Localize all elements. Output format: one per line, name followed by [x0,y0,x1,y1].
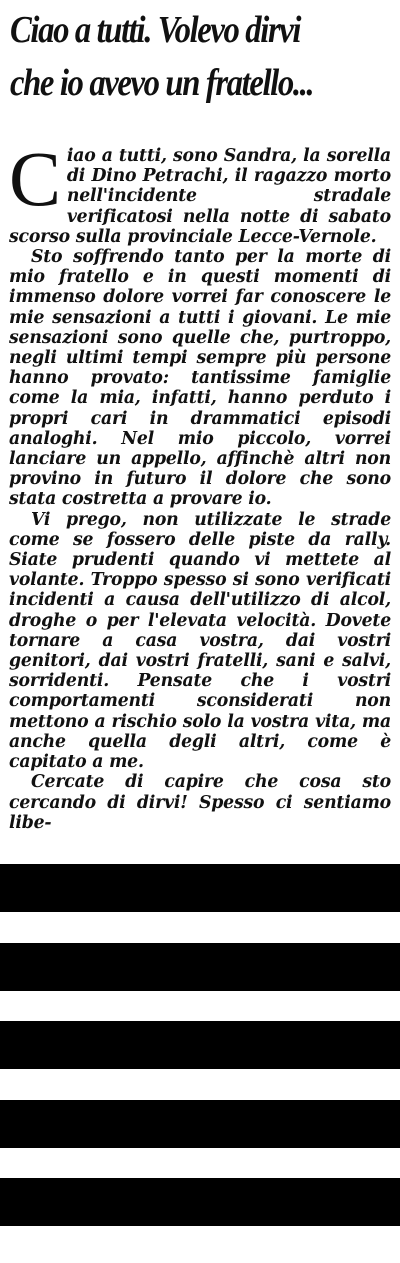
headline-line-2: che io avevo un fratello... [10,62,314,104]
paragraph-2: Sto soffrendo tanto per la morte di mio fratello e in questi momenti di immenso dolore vorrei far conoscere le mie sensazioni a tutti i giovani. Le mie sensazioni sono quelle che, purtroppo, negli ultimi tempi sempre più persone hanno provato: tantissime famiglie come la mia, infatti, hanno perduto i propri cari in drammatici episodi analoghi. Nel mio piccolo, vorrei lanciare un appello, affinchè altri non provino in futuro il dolore che sono stata costretta a provare io. [9,247,391,510]
headline [10,4,394,110]
redaction-band-2 [0,943,400,991]
paragraph-1-text: iao a tutti, sono Sandra, la sorella di Dino Petrachi, il ragazzo morto nell'incidente stradale verificatosi nella notte di sabato scorso sulla provinciale Lecce-Vernole. [9,146,391,247]
redaction-band-3 [0,1021,400,1069]
drop-cap: C [9,135,61,222]
paragraph-3: Vi prego, non utilizzate le strade come se fossero delle piste da rally. Siate prudenti quando vi mettete al volante. Troppo spesso si sono verificati incidenti a causa dell'utilizzo di alcol, droghe o per l'elevata velocità. Dovete tornare a casa vostra, dai vostri genitori, dai vostri fratelli, sani e salvi, sorridenti. Pensate che i vostri comportamenti sconsiderati non mettono a rischio solo la vostra vita, ma anche quella degli altri, come è capitato a me. [9,509,391,773]
redaction-band-1 [0,864,400,912]
redaction-band-5 [0,1178,400,1226]
redaction-band-4 [0,1100,400,1148]
article-body [9,135,391,833]
paragraph-1 [9,135,391,247]
headline-line-1: Ciao a tutti. Volevo dirvi [10,9,301,51]
paragraph-4: Cercate di capire che cosa sto cercando di dirvi! Spesso ci sentiamo libe- [9,772,391,833]
